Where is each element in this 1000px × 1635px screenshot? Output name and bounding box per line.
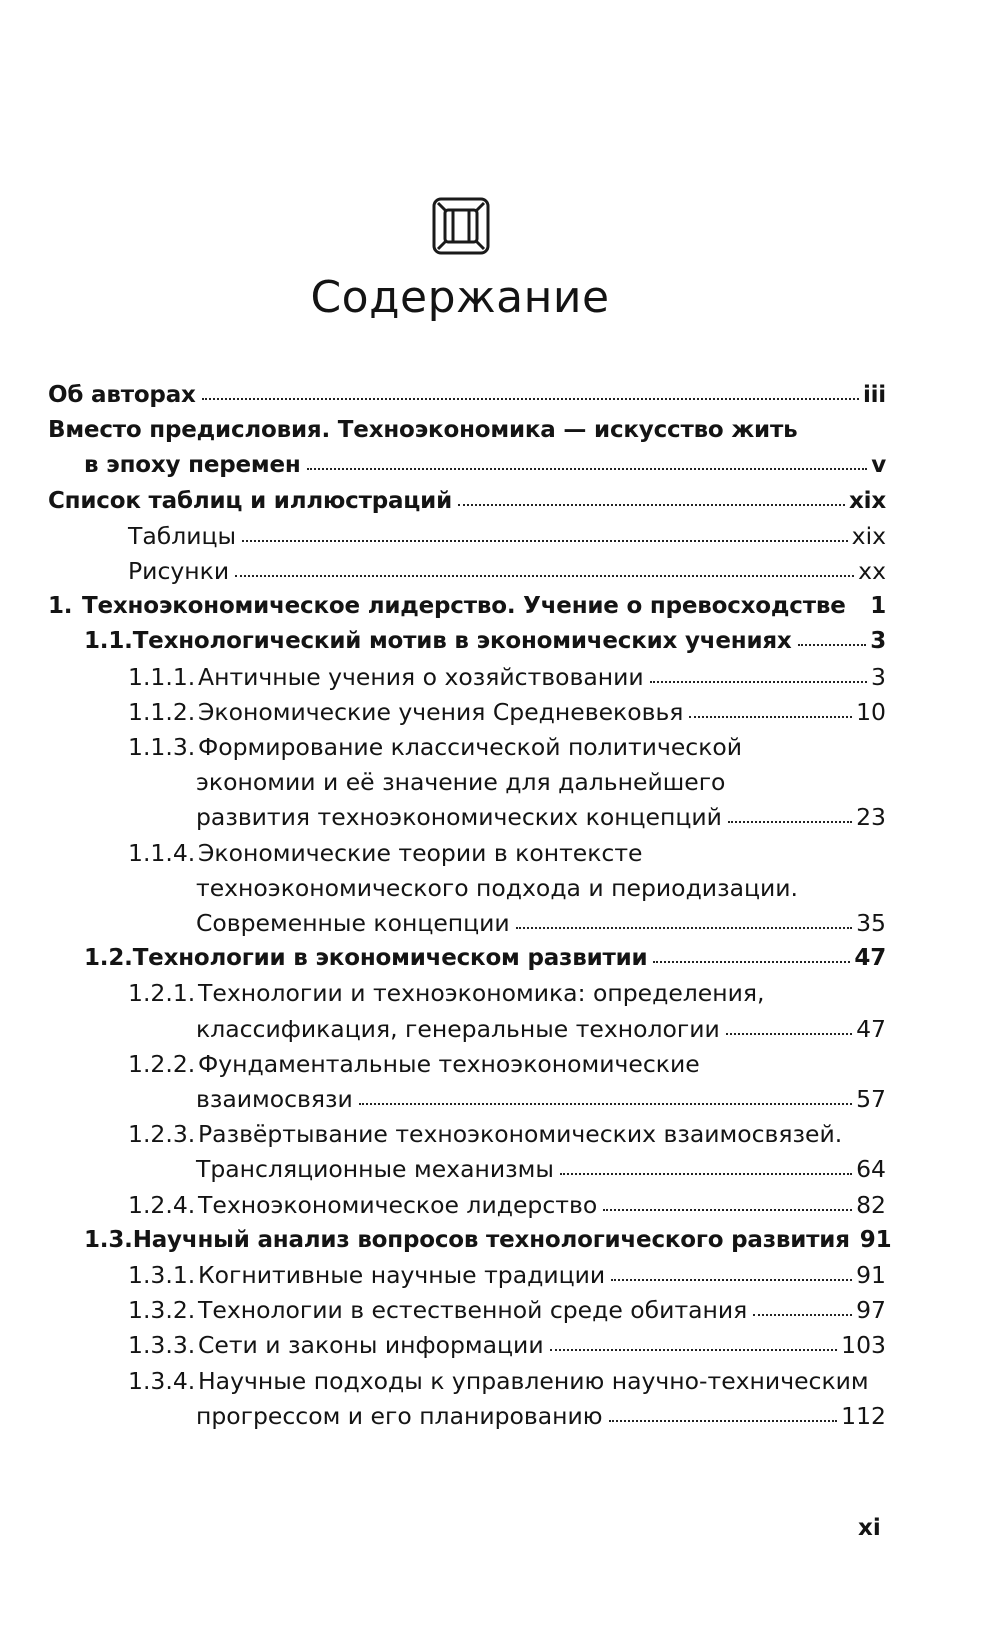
toc-subsection[interactable] [48, 695, 886, 730]
toc-entry-page: 57 [856, 1085, 886, 1114]
toc-entry-number: 1.1.1. [128, 662, 196, 691]
toc-entry-page: xx [858, 557, 886, 586]
toc-entry-page: v [871, 452, 886, 479]
dot-leader [307, 468, 868, 470]
toc-entry-number: 1.1. [84, 628, 133, 655]
toc-entry-continuation[interactable] [48, 871, 886, 906]
toc-entry-title: Техноэкономическое лидерство [198, 1190, 598, 1219]
toc-entry-page: 91 [856, 1261, 886, 1290]
toc-entry-continuation[interactable] [48, 1082, 886, 1117]
toc-section[interactable] [48, 1223, 892, 1258]
toc-entry-continuation[interactable] [48, 906, 886, 941]
tesseract-emblem-icon [428, 193, 494, 259]
dot-leader [235, 575, 854, 577]
toc-entry-title: Таблицы [128, 521, 237, 550]
toc-entry-continuation[interactable] [48, 765, 886, 800]
toc-chapter[interactable] [48, 589, 886, 624]
dot-leader [609, 1420, 838, 1422]
dot-leader [359, 1103, 852, 1105]
dot-leader [689, 716, 852, 718]
toc-entry[interactable] [48, 484, 886, 519]
toc-entry-title: Технологический мотив в экономических учениях [132, 628, 792, 655]
toc-entry-page: 47 [854, 945, 886, 972]
toc-subsection[interactable] [48, 1188, 886, 1223]
toc-entry-title: Рисунки [128, 557, 230, 586]
toc-subsection[interactable] [48, 976, 886, 1011]
table-of-contents [48, 378, 892, 1434]
toc-subsection[interactable] [48, 1364, 886, 1399]
toc-entry-title: Техноэкономическое лидерство. Учение о превосходстве [82, 593, 846, 620]
dot-leader [726, 1033, 852, 1035]
dot-leader [458, 504, 845, 506]
dot-leader [560, 1173, 852, 1175]
dot-leader [242, 540, 848, 542]
page-title: Содержание [310, 272, 610, 323]
toc-entry-continuation[interactable] [48, 1152, 886, 1187]
toc-entry[interactable] [48, 519, 886, 554]
toc-entry-continuation[interactable] [48, 1012, 886, 1047]
toc-entry-title: развития техноэкономических концепций [196, 803, 722, 832]
toc-subsection[interactable] [48, 836, 886, 871]
dot-leader [603, 1209, 852, 1211]
toc-entry-continuation[interactable] [48, 1399, 886, 1434]
toc-subsection[interactable] [48, 1258, 886, 1293]
toc-entry-page: 35 [856, 909, 886, 938]
toc-entry-title: Развёртывание техноэкономических взаимосвязей. [198, 1120, 843, 1149]
toc-subsection[interactable] [48, 1047, 886, 1082]
toc-entry-page: 3 [870, 628, 886, 655]
toc-entry-title: экономии и её значение для дальнейшего [196, 768, 726, 797]
dot-leader [202, 398, 859, 400]
toc-entry-title: прогрессом и его планированию [196, 1401, 603, 1430]
toc-entry-page: 91 [859, 1226, 892, 1253]
toc-entry-title: техноэкономического подхода и периодизации. [196, 873, 798, 902]
toc-entry-title: Научные подходы к управлению научно-техническим [198, 1366, 869, 1395]
toc-entry-title: Вместо предисловия. Техноэкономика — искусство жить [48, 417, 798, 444]
toc-entry[interactable] [48, 378, 886, 413]
toc-entry-page: 103 [841, 1331, 886, 1360]
toc-entry[interactable] [48, 413, 886, 448]
dot-leader [550, 1349, 838, 1351]
toc-entry-title: Формирование классической политической [198, 733, 743, 762]
dot-leader [516, 927, 852, 929]
toc-entry-number: 1.2.4. [128, 1190, 196, 1219]
toc-entry-title: Трансляционные механизмы [196, 1155, 554, 1184]
toc-entry-title: Список таблиц и иллюстраций [48, 487, 452, 514]
toc-entry-title: Экономические теории в контексте [198, 838, 643, 867]
toc-entry-number: 1.3.2. [128, 1296, 196, 1325]
toc-entry-number: 1.3.1. [128, 1261, 196, 1290]
toc-entry-number: 1.2.3. [128, 1120, 196, 1149]
toc-entry-page: 23 [856, 803, 886, 832]
toc-entry-page: 82 [856, 1190, 886, 1219]
toc-entry-title: Технологии в естественной среде обитания [198, 1296, 748, 1325]
toc-entry-page: 10 [856, 697, 886, 726]
toc-entry-title: Технологии и техноэкономика: определения, [198, 979, 765, 1008]
toc-entry-number: 1.3.3. [128, 1331, 196, 1360]
page-number: xi [858, 1515, 881, 1541]
toc-entry-title: Научный анализ вопросов технологического развития [132, 1226, 850, 1253]
toc-entry-number: 1. [48, 593, 73, 620]
toc-entry-number: 1.2. [84, 945, 133, 972]
toc-section[interactable] [48, 941, 886, 976]
toc-entry[interactable] [48, 554, 886, 589]
toc-entry-title: Сети и законы информации [198, 1331, 544, 1360]
toc-entry-title: Современные концепции [196, 909, 510, 938]
toc-entry-number: 1.1.4. [128, 838, 196, 867]
toc-subsection[interactable] [48, 1117, 886, 1152]
dot-leader [798, 644, 867, 646]
dot-leader [653, 961, 850, 963]
toc-entry-number: 1.3. [84, 1226, 133, 1253]
toc-entry-title: Античные учения о хозяйствовании [198, 662, 644, 691]
toc-entry-page: 64 [856, 1155, 886, 1184]
toc-entry-title: в эпоху перемен [84, 452, 301, 479]
toc-entry-page: 47 [856, 1014, 886, 1043]
toc-entry-continuation[interactable] [48, 448, 886, 483]
toc-entry-title: Фундаментальные техноэкономические [198, 1049, 700, 1078]
dot-leader [650, 681, 867, 683]
dot-leader [728, 821, 852, 823]
dot-leader [753, 1314, 852, 1316]
toc-entry-page: 97 [856, 1296, 886, 1325]
toc-entry-page: xix [851, 521, 886, 550]
toc-entry-title: Когнитивные научные традиции [198, 1261, 606, 1290]
toc-subsection[interactable] [48, 660, 886, 695]
dot-leader [611, 1279, 852, 1281]
toc-entry-title: классификация, генеральные технологии [196, 1014, 720, 1043]
toc-entry-page: 3 [871, 662, 886, 691]
toc-entry-page: xix [849, 487, 886, 514]
toc-entry-page: iii [862, 382, 886, 408]
toc-entry-title: Экономические учения Средневековья [198, 697, 684, 726]
toc-entry-page: 1 [870, 593, 886, 620]
dot-leader [852, 609, 867, 611]
toc-entry-page: 112 [841, 1401, 886, 1430]
toc-entry-number: 1.2.2. [128, 1049, 196, 1078]
toc-entry-title: Об авторах [48, 382, 196, 408]
toc-subsection[interactable] [48, 1293, 886, 1328]
toc-subsection[interactable] [48, 730, 886, 765]
toc-subsection[interactable] [48, 1328, 886, 1363]
toc-entry-number: 1.2.1. [128, 979, 196, 1008]
toc-entry-number: 1.3.4. [128, 1366, 196, 1395]
toc-entry-continuation[interactable] [48, 800, 886, 835]
toc-entry-number: 1.1.2. [128, 697, 196, 726]
toc-section[interactable] [48, 624, 886, 659]
toc-entry-title: взаимосвязи [196, 1085, 353, 1114]
toc-entry-title: Технологии в экономическом развитии [132, 945, 648, 972]
toc-entry-number: 1.1.3. [128, 733, 196, 762]
